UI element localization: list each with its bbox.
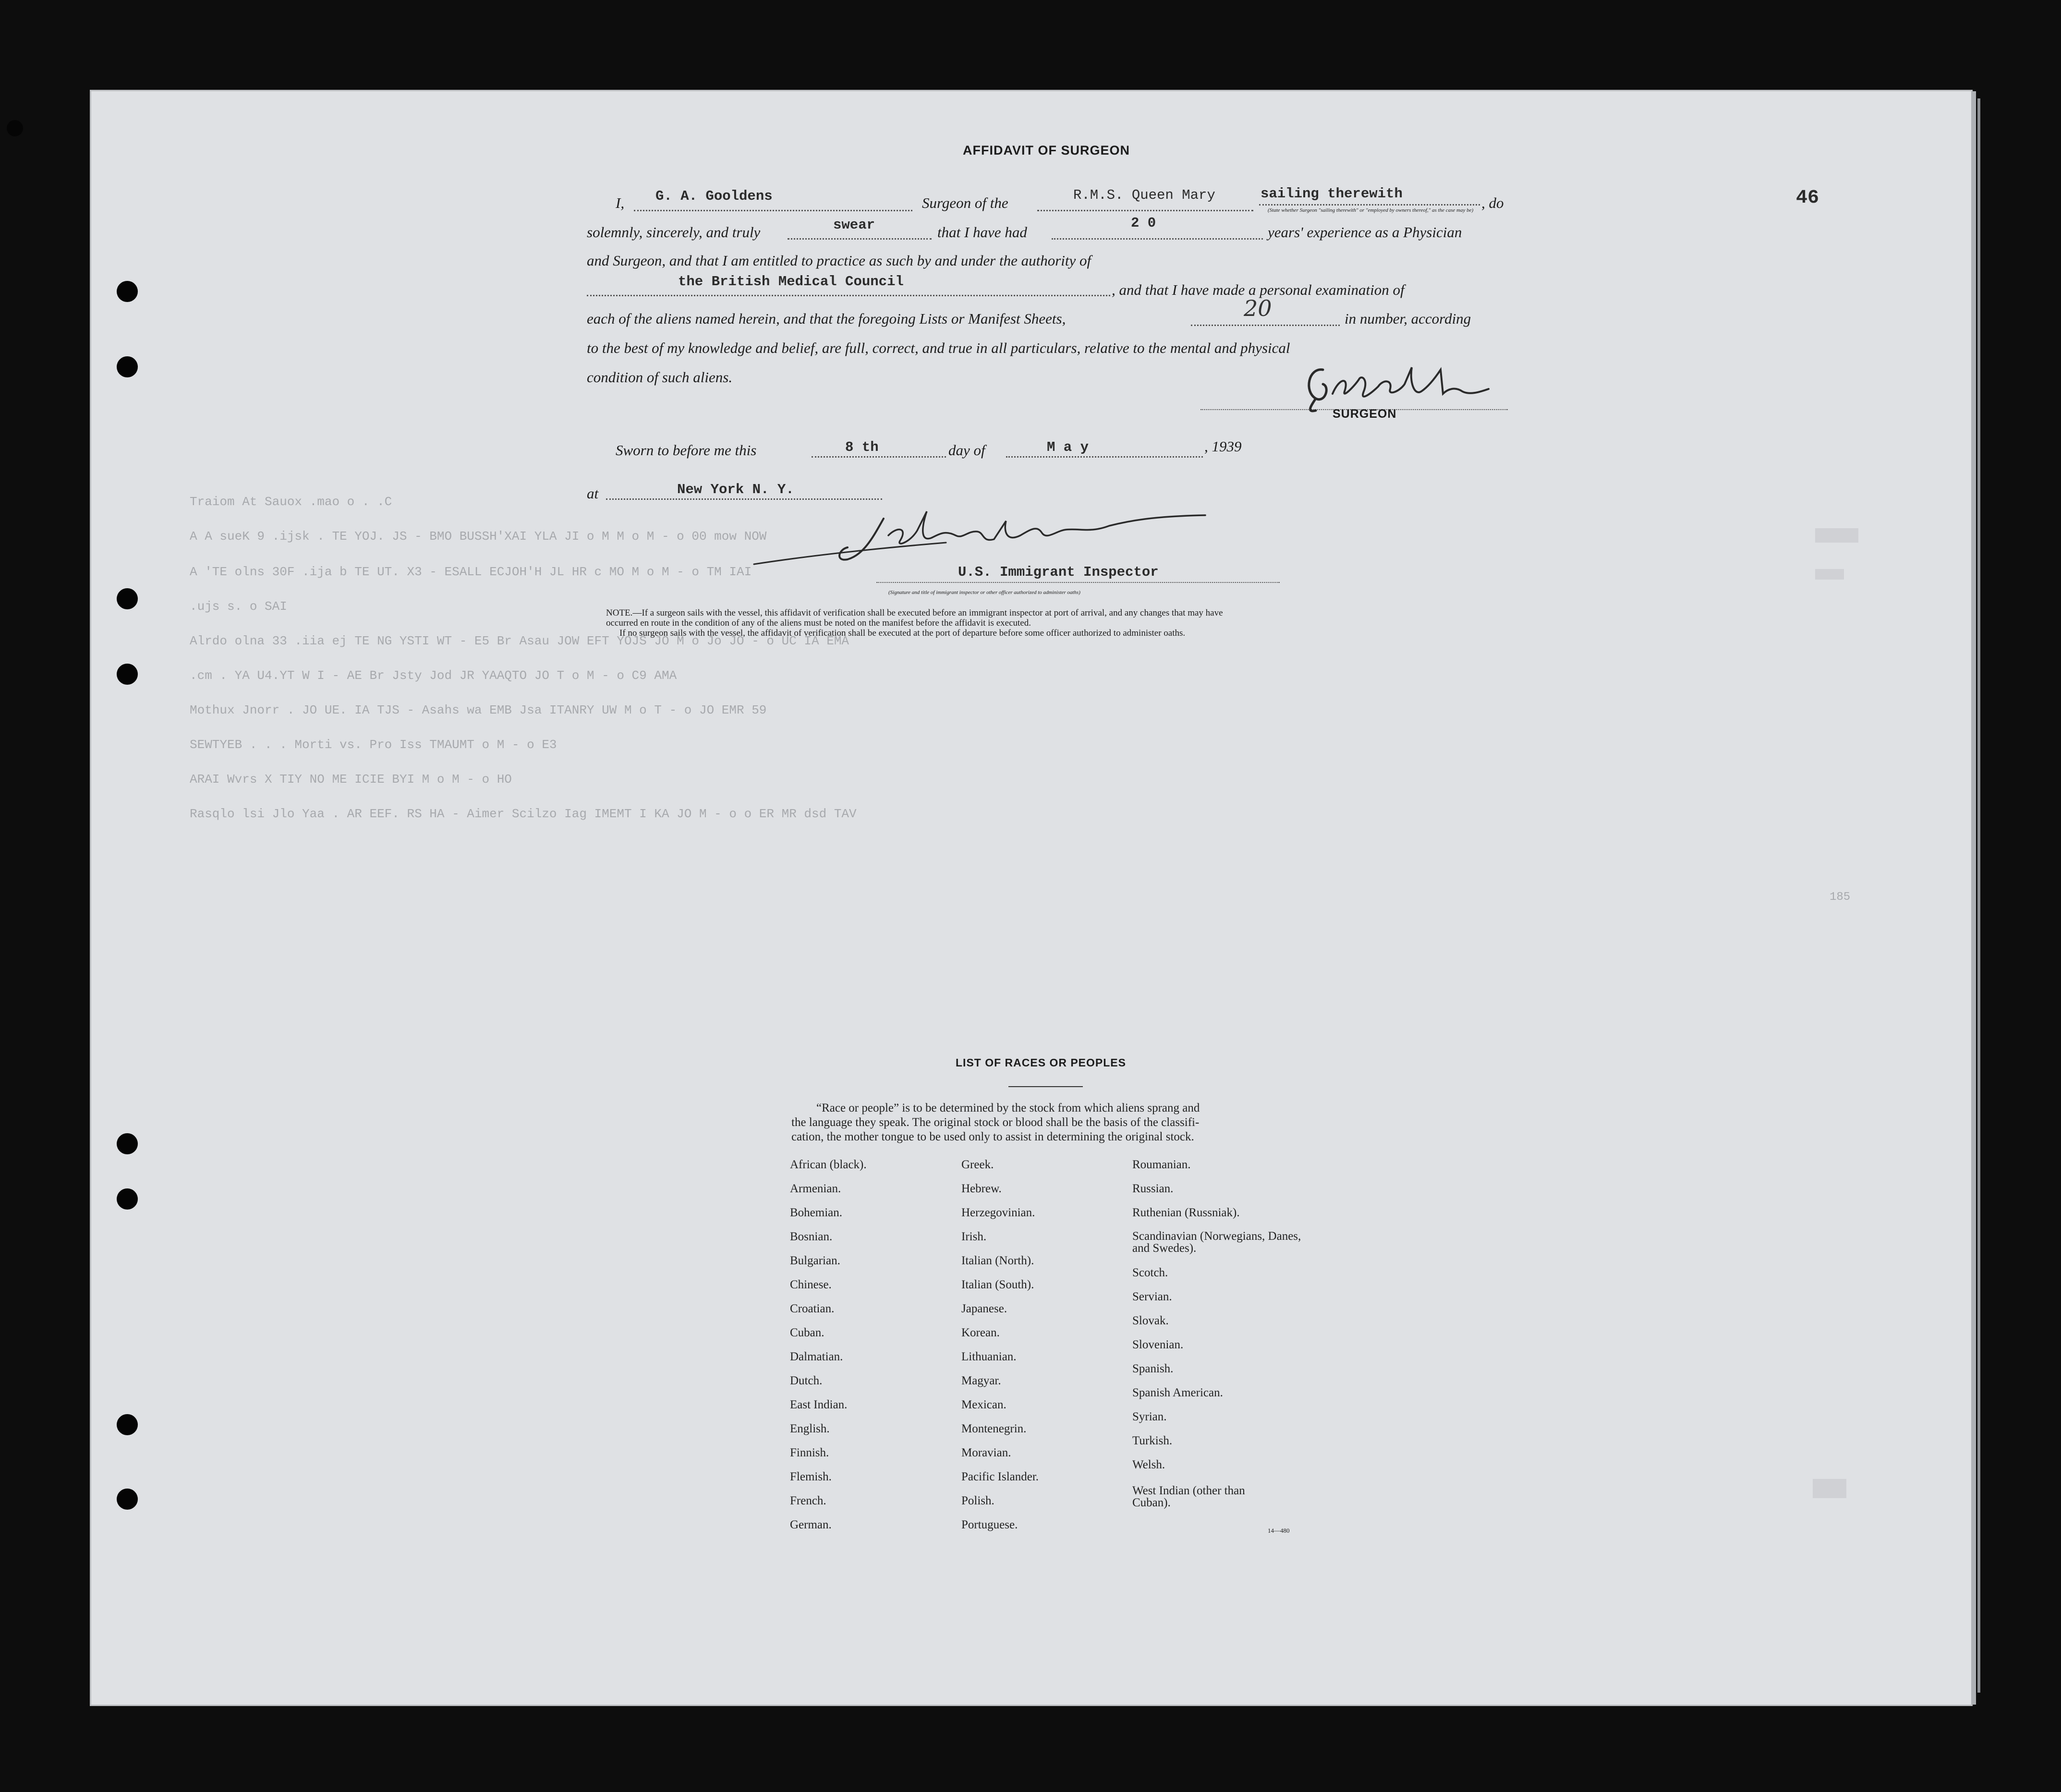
inspector-note: (Signature and title of immigrant inspector or other officer authorized to administer oaths)	[888, 590, 1080, 595]
page-edge-shadow	[1977, 98, 1980, 1693]
affidavit-text: solemnly, sincerely, and truly	[587, 224, 761, 241]
race-item: German.	[790, 1518, 832, 1531]
races-intro: the language they speak. The original stock or blood shall be the basis of the classifi-	[791, 1116, 1200, 1129]
races-heading: LIST OF RACES OR PEOPLES	[956, 1056, 1126, 1069]
note-line: occurred en route in the condition of any of the aliens must be noted on the manifest before the affidavit is executed.	[606, 618, 1031, 628]
affidavit-text: that I have had	[937, 224, 1027, 241]
sheet-count: 20	[1244, 295, 1272, 321]
race-item: Dalmatian.	[790, 1350, 843, 1363]
note-line: If no surgeon sails with the vessel, the affidavit of verification shall be executed at the port of departure before some officer authorized to administer oaths.	[619, 628, 1186, 638]
ghost-row: Rasqlo lsi Jlo Yaa . AR EEF. RS HA - Aimer Scilzo Iag IMEMT I KA JO M - o o ER MR dsd TAV	[190, 807, 857, 821]
form-line	[606, 498, 882, 500]
affidavit-text: to the best of my knowledge and belief, are full, correct, and true in all particulars, relative to the mental and physical	[587, 339, 1290, 356]
licensing-authority: the British Medical Council	[678, 274, 904, 290]
affidavit-text: Surgeon of the	[922, 194, 1008, 211]
race-item: Spanish.	[1132, 1362, 1174, 1375]
race-item: Lithuanian.	[961, 1350, 1017, 1363]
margin-smudge	[1815, 569, 1844, 580]
race-item: Armenian.	[790, 1182, 841, 1195]
ship-name: R.M.S. Queen Mary	[1073, 187, 1215, 203]
race-item: Russian.	[1132, 1182, 1174, 1195]
margin-smudge	[1813, 1479, 1846, 1498]
inspector-title: U.S. Immigrant Inspector	[958, 564, 1159, 580]
ghost-row: .cm . YA U4.YT W I - AE Br Jsty Jod JR YAAQTO JO T o M - o C9 AMA	[190, 668, 677, 683]
sworn-text: Sworn to before me this	[616, 442, 757, 459]
races-intro: “Race or people” is to be determined by the stock from which aliens sprang and	[816, 1102, 1200, 1114]
race-item: Irish.	[961, 1230, 987, 1243]
race-item: Cuban.	[790, 1326, 824, 1339]
inspector-signature	[744, 502, 1249, 569]
manifest-page	[91, 91, 1971, 1705]
margin-mark: 185	[1830, 891, 1851, 904]
surgeon-label: SURGEON	[1333, 407, 1397, 421]
ghost-row: Alrdo olna 33 .iia ej TE NG YSTI WT - E5 Br Asau JOW EFT YOJS JO M o Jo JO - o UC IA EMA	[190, 634, 849, 648]
sworn-month: M a y	[1047, 439, 1089, 455]
race-item: Croatian.	[790, 1302, 835, 1315]
race-item: Bohemian.	[790, 1206, 843, 1219]
affidavit-text: , do	[1481, 194, 1504, 211]
affidavit-text: , and that I have made a personal examination of	[1112, 281, 1405, 298]
binder-hole	[117, 1188, 138, 1210]
form-line	[1052, 238, 1263, 240]
sworn-day: 8 th	[845, 439, 879, 455]
ghost-row: Mothux Jnorr . JO UE. IA TJS - Asahs wa EMB Jsa ITANRY UW M o T - o JO EMR 59	[190, 703, 767, 717]
race-item: East Indian.	[790, 1398, 848, 1411]
race-item: West Indian (other than Cuban).	[1132, 1484, 1245, 1509]
race-item: African (black).	[790, 1158, 867, 1171]
race-item: Spanish American.	[1132, 1386, 1223, 1399]
affidavit-heading: AFFIDAVIT OF SURGEON	[963, 143, 1130, 157]
race-item: Herzegovinian.	[961, 1206, 1035, 1219]
binder-hole	[117, 356, 138, 377]
race-item: Scotch.	[1132, 1266, 1168, 1279]
years-experience: 2 0	[1131, 215, 1156, 231]
ghost-row: .ujs s. o SAI	[190, 599, 287, 614]
sworn-place: New York N. Y.	[677, 482, 794, 497]
race-item: Korean.	[961, 1326, 1000, 1339]
surgeon-status: sailing therewith	[1261, 186, 1403, 202]
ghost-row: ARAI Wvrs X TIY NO ME ICIE BYI M o M - o HO	[190, 772, 512, 787]
heading-rule	[1008, 1086, 1083, 1087]
sworn-text: day of	[948, 442, 985, 459]
form-line	[634, 210, 912, 211]
margin-smudge	[1815, 528, 1858, 543]
race-item: Chinese.	[790, 1278, 832, 1291]
race-item: Dutch.	[790, 1374, 823, 1387]
binder-hole	[117, 1414, 138, 1435]
scan-speck	[7, 120, 23, 136]
note-line: NOTE.—If a surgeon sails with the vessel, this affidavit of verification shall be executed before an immigrant inspector at port of arrival, and any changes that may have	[606, 608, 1223, 618]
race-item: Scandinavian (Norwegians, Danes, and Swedes).	[1132, 1230, 1301, 1255]
race-item: Magyar.	[961, 1374, 1001, 1387]
surgeon-signature	[1297, 358, 1517, 415]
race-item: Italian (South).	[961, 1278, 1034, 1291]
race-item: Servian.	[1132, 1290, 1172, 1303]
race-item: French.	[790, 1494, 826, 1507]
inspector-line	[876, 582, 1280, 583]
race-item: Bosnian.	[790, 1230, 833, 1243]
race-item: Slovak.	[1132, 1314, 1169, 1327]
form-line	[788, 238, 932, 240]
race-item: English.	[790, 1422, 830, 1435]
form-line	[1006, 456, 1203, 458]
races-intro: cation, the mother tongue to be used only to assist in determining the original stock.	[791, 1130, 1194, 1143]
page-edge	[1971, 91, 1976, 1705]
sworn-year: , 1939	[1204, 438, 1242, 455]
race-item: Portuguese.	[961, 1518, 1018, 1531]
form-line	[587, 295, 1110, 296]
page-number: 46	[1796, 187, 1819, 209]
race-item: Syrian.	[1132, 1410, 1167, 1423]
race-item: Welsh.	[1132, 1458, 1165, 1471]
race-item: Greek.	[961, 1158, 994, 1171]
race-item: Hebrew.	[961, 1182, 1002, 1195]
race-item: Roumanian.	[1132, 1158, 1191, 1171]
sworn-text: at	[587, 485, 599, 502]
form-line	[1037, 210, 1253, 211]
race-item: Polish.	[961, 1494, 994, 1507]
race-item: Montenegrin.	[961, 1422, 1027, 1435]
race-item: Slovenian.	[1132, 1338, 1184, 1351]
binder-hole	[117, 588, 138, 609]
race-item: Turkish.	[1132, 1434, 1173, 1447]
affidavit-text: condition of such aliens.	[587, 369, 733, 386]
race-item: Bulgarian.	[790, 1254, 840, 1267]
race-item: Finnish.	[790, 1446, 829, 1459]
race-item: Pacific Islander.	[961, 1470, 1039, 1483]
binder-hole	[117, 664, 138, 685]
affidavit-text: in number, according	[1345, 310, 1471, 327]
race-item: Japanese.	[961, 1302, 1007, 1315]
surgeon-name: G. A. Gooldens	[655, 188, 773, 204]
form-line	[1191, 325, 1340, 326]
race-item: Ruthenian (Russniak).	[1132, 1206, 1240, 1219]
race-item: Italian (North).	[961, 1254, 1034, 1267]
form-line	[1259, 204, 1480, 206]
affidavit-text: and Surgeon, and that I am entitled to practice as such by and under the authority of	[587, 252, 1091, 269]
binder-hole	[117, 1133, 138, 1154]
affidavit-text: I,	[616, 194, 625, 211]
ghost-row: A 'TE olns 30F .ija b TE UT. X3 - ESALL ECJOH'H JL HR c MO M o M - o TM IAI	[190, 565, 752, 579]
form-number: 14—480	[1268, 1527, 1290, 1534]
ghost-row: A A sueK 9 .ijsk . TE YOJ. JS - BMO BUSSH'XAI YLA JI o M M o M - o 00 mow NOW	[190, 529, 767, 544]
form-line	[812, 456, 946, 458]
ghost-row: SEWTYEB . . . Morti vs. Pro Iss TMAUMT o M - o E3	[190, 738, 557, 752]
race-item: Flemish.	[790, 1470, 832, 1483]
binder-hole	[117, 1489, 138, 1510]
affidavit-text: each of the aliens named herein, and that the foregoing Lists or Manifest Sheets,	[587, 310, 1066, 327]
ghost-row: Traiom At Sauox .mao o . .C	[190, 495, 392, 509]
race-item: Mexican.	[961, 1398, 1006, 1411]
binder-hole	[117, 281, 138, 302]
affidavit-text: years' experience as a Physician	[1268, 224, 1462, 241]
status-note: (State whether Surgeon "sailing therewith" or "employed by owners thereof," as the case may be)	[1268, 207, 1474, 213]
race-item: Moravian.	[961, 1446, 1011, 1459]
oath-word: swear	[833, 217, 875, 233]
